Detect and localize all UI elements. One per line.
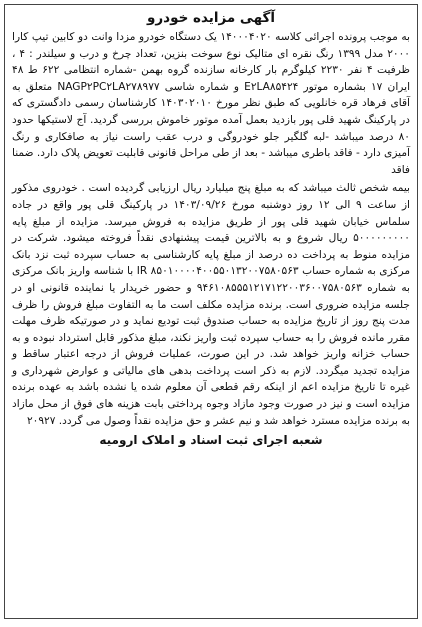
- notice-paragraph-vehicle: به موجب پرونده اجرائی کلاسه ۱۴۰۰۰۴۰۲۰ یک دستگاه خودرو مزدا وانت دو کابین تیپ کارا ۲۰۰۰ مدل ۱۳۹۹ رنگ نقره ای متالیک نوع سوخت بنزین، تعداد چرخ و درب و سیلندر : ۴ ، ظرفیت ۴ نفر ۲۲۳۰ کیلوگرم بار کارخانه سازنده گروه بهمن -شماره انتظامی ۶۲۲ ط ۴۸ ایران ۱۷ بشماره موتور E۲LA۸۵۴۲۴ و شماره شاسی NAGP۲PC۲LA۲۷۸۹۷۷ متعلق به آقای فرهاد قره خانلویی که طبق نظر مورخ ۱۴۰۳۰۲۰۱۰ کارشناسان رسمی دادگستری که در پارکینگ شهید قلی پور بازدید بعمل آمده موتور خاموش بررسی گردید. آج لاستیکها حدود ۸۰ درصد میباشد -لبه گلگیر جلو خودرو‌گی و درب عقب راست نیاز به صافکاری و رنگ آمیزی دارد - فاقد باطری میباشد - بعد از طی مراحل قانونی قابلیت تعویض پلاک دارد. ضمنا فاقد: [12, 31, 411, 176]
- notice-paragraph-terms: بیمه شخص ثالث میباشد که به مبلغ پنج میلیارد ریال ارزیابی گردیده است . خودروی مذکور از ساعت ۹ الی ۱۲ روز دوشنبه مورخ ۱۴۰۳/۰۹/۲۶ در پارکینگ قلی پور واقع در جاده سلماس خیابان شهید قلی پور از طریق مزایده به فروش میرسد. مزایده از مبلغ پایه ۵۰۰۰۰۰۰۰۰۰ ریال شروع و به بالاترین قیمت پیشنهادی نقداً فروخته میشود. شرکت در مزایده منوط به پرداخت ده درصد از مبلغ پایه کارشناسی به حساب سپرده ثبت نزد بانک مرکزی به شماره حساب IR ۸۵۰۱۰۰۰۰۴۰۰۵۵۰۱۳۲۰۰۷۵۸۰۵۶۳ با شناسه واریز بانک مرکزی به شماره ۹۴۶۱۰۸۵۵۵۱۲۱۷۱۲۲۰۰۳۶۰۰۷۵۸۰۵۶۳ و حضور خریدار یا نماینده قانونی او در جلسه مزایده ضروری است. برنده مزایده مکلف است ما به التفاوت مبلغ فروش را ظرف مدت پنج روز از تاریخ مزایده به حساب صندوق ثبت تودیع نماید و در صورتیکه ظرف مهلت مقرر مانده فروش را به حساب سپرده ثبت واریز نکند، مبلغ مذکور قابل استرداد نبوده و به حساب خزانه واریز خواهد شد. در این صورت، عملیات فروش از درجه اعتبار ساقط و مزایده تجدید میگردد. لازم به ذکر است پرداخت بدهی های مالیاتی و عوارض شهرداری و غیره تا تاریخ مزایده اعم از اینکه رقم قطعی آن معلوم شده یا نشده باشد به عهده برنده مزایده است و نیز در صورت وجود مازاد وجوه پرداختی بابت هزینه های فوق از محل مازاد به برنده مزایده مسترد خواهد شد و نیم عشر و حق مزایده نقداً وصول می گردد. ۲۰۹۲۷: [12, 182, 411, 427]
- auction-notice: [4, 4, 418, 619]
- notice-issuer: شعبه اجرای ثبت اسناد و املاک ارومیه: [99, 433, 323, 448]
- notice-title: آگهی مزایده خودرو: [147, 10, 275, 26]
